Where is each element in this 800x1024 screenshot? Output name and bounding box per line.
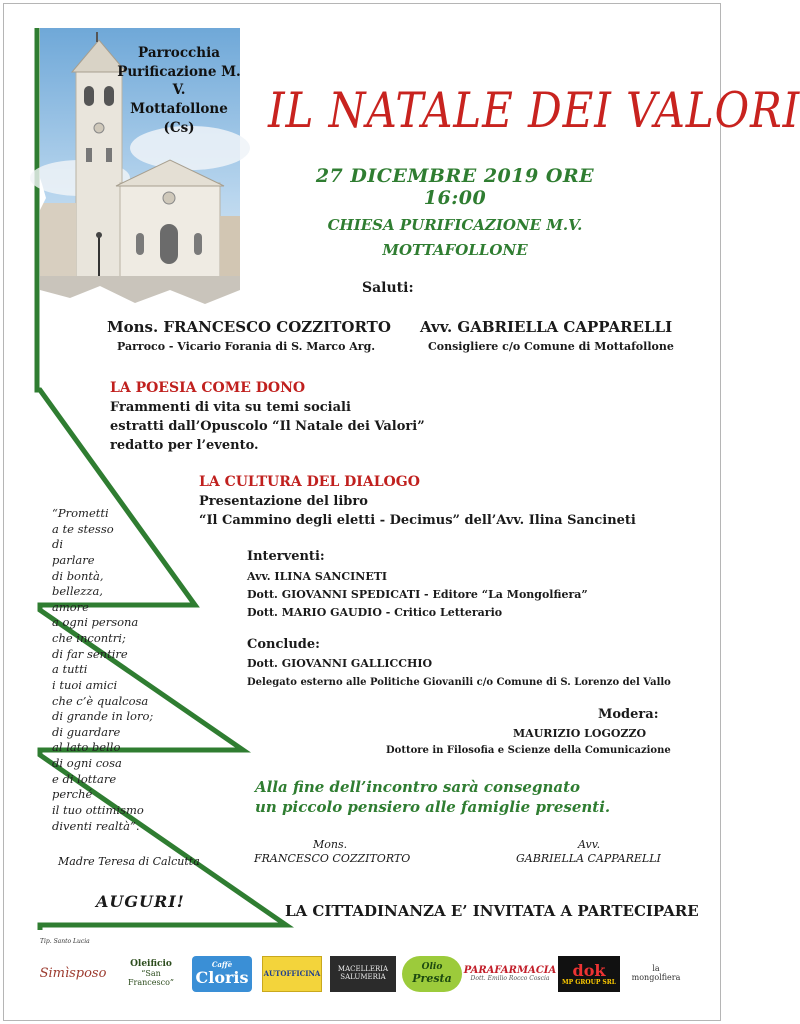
mother-teresa-quote [52,506,153,834]
quote-line: bellezza, [52,584,103,599]
intervention-item: Dott. GIOVANNI SPEDICATI - Editore “La Mongolfiera” [247,588,588,601]
sponsor-logo-parafarmacia [463,956,557,992]
greeting-left-role: Parroco - Vicario Forania di S. Marco Arg. [117,340,376,353]
greeting-left-name: Mons. FRANCESCO COZZITORTO [107,318,391,336]
auguri-text: AUGURI! [96,892,185,911]
sponsor-logo-olio-presta [402,956,462,992]
sponsor-toplabel: Caffè [211,960,233,970]
sponsor-sublabel: mongolfiera [631,973,681,982]
quote-line: a ogni persona [52,615,139,630]
closing-line-2: un piccolo pensiero alle famiglie presenti. [255,798,611,816]
greeting-right-role: Consigliere c/o Comune di Mottafollone [428,340,674,353]
sponsor-sublabel: MP GROUP SRL [562,978,616,986]
intervention-item: Avv. ILINA SANCINETI [247,570,388,583]
invitation-text: LA CITTADINANZA E’ INVITATA A PARTECIPARE [285,902,699,920]
sponsor-label: MACELLERIA [337,965,389,974]
quote-author: Madre Teresa di Calcutta [58,855,200,868]
sponsor-logo-mongolfiera [626,956,686,992]
interventions-heading: Interventi: [247,549,325,564]
culture-line-1: Presentazione del libro [199,494,368,509]
quote-line: a tutti [52,662,88,677]
poetry-line-1: Frammenti di vita su temi sociali [110,400,351,415]
quote-line: di guardare [52,724,121,739]
sponsor-logo-dok [558,956,620,992]
parish-name [116,44,242,137]
culture-line-2: “Il Cammino degli eletti - Decimus” dell’Avv. Ilina Sancineti [199,513,636,528]
sponsor-sublabel: “San Francesco” [127,969,174,987]
sponsor-logo-oleificio [118,956,184,992]
sponsor-sublabel: SALUMERIA [340,973,386,981]
sponsor-sublabel: Presta [412,971,452,985]
quote-line: il tuo ottimismo [52,802,144,817]
event-place-2: MOTTAFOLLONE [382,241,528,259]
signature-right-title: Avv. [578,838,601,851]
signature-right-name: GABRIELLA CAPPARELLI [516,852,661,865]
quote-line: che incontri; [52,631,126,645]
quote-line: i tuoi amici [52,677,118,692]
quote-line: parlare [52,552,95,567]
closing-line-1: Alla fine dell’incontro sarà consegnato [255,778,580,796]
sponsor-label: dok [572,960,606,980]
sponsor-label: PARAFARMACIA [463,965,557,977]
moderator-role: Dottore in Filosofia e Scienze della Comunicazione [386,745,671,756]
sponsor-logo-simisposo [40,956,106,992]
signature-left-title: Mons. [313,838,348,851]
sponsor-logo-macelleria [330,956,396,992]
quote-line: al lato bello [52,740,121,755]
sponsor-label: AUTOFFICINA [263,969,321,979]
sponsor-sublabel: Dott. Emilio Rocco Coscia [470,975,550,983]
poetry-line-3: redatto per l’evento. [110,438,259,453]
sponsor-logos [36,956,688,996]
intervention-item: Dott. MARIO GAUDIO - Critico Letterario [247,606,503,619]
sponsor-label: Simìsposo [39,965,107,981]
concludes-role: Delegato esterno alle Politiche Giovanili c/o Comune di S. Lorenzo del Vallo [247,677,671,688]
printer-credit: Tip. Santo Lucia [40,938,90,945]
quote-line: che c’è qualcosa [52,693,149,708]
culture-heading: LA CULTURA DEL DIALOGO [199,474,420,490]
parish-line-1: Parrocchia [138,45,220,61]
sponsor-label: Oleificio [130,959,172,970]
quote-line: di grande in loro; [52,709,154,724]
greeting-right-name: Avv. GABRIELLA CAPPARELLI [420,318,673,336]
quote-line: e di lottare [52,771,117,786]
quote-line: a te stesso [52,521,114,536]
parish-line-3: Mottafollone (Cs) [130,100,228,136]
quote-line: di [52,537,64,552]
moderator-heading: Modera: [598,707,659,722]
event-details [290,165,620,259]
moderator-name: MAURIZIO LOGOZZO [513,727,647,740]
sponsor-label: Olio [421,962,443,972]
quote-line: di ogni cosa [52,756,122,770]
quote-line: “Prometti [52,506,109,520]
parish-line-2: Purificazione M. V. [117,63,241,99]
quote-line: di bontà, [52,568,104,583]
event-title: IL NATALE DEI VALORI [268,82,800,139]
sponsor-label: la [652,964,660,974]
greetings-heading: Saluti: [362,280,414,296]
sponsor-logo-cloris [192,956,252,992]
quote-line: diventi realtà”. [52,818,140,833]
poetry-line-2: estratti dall’Opuscolo “Il Natale dei Valori” [110,419,425,434]
poetry-heading: LA POESIA COME DONO [110,380,306,396]
concludes-name: Dott. GIOVANNI GALLICCHIO [247,657,433,670]
event-date: 27 DICEMBRE 2019 ORE 16:00 [315,165,595,209]
quote-line: perché [52,787,93,802]
concludes-heading: Conclude: [247,637,320,652]
signature-left-name: FRANCESCO COZZITORTO [254,852,411,865]
event-place-1: CHIESA PURIFICAZIONE M.V. [327,216,583,234]
quote-line: amore [52,599,89,614]
quote-line: di far sentire [52,646,128,661]
sponsor-label: Cloris [195,968,249,988]
sponsor-logo-autofficina [262,956,322,992]
